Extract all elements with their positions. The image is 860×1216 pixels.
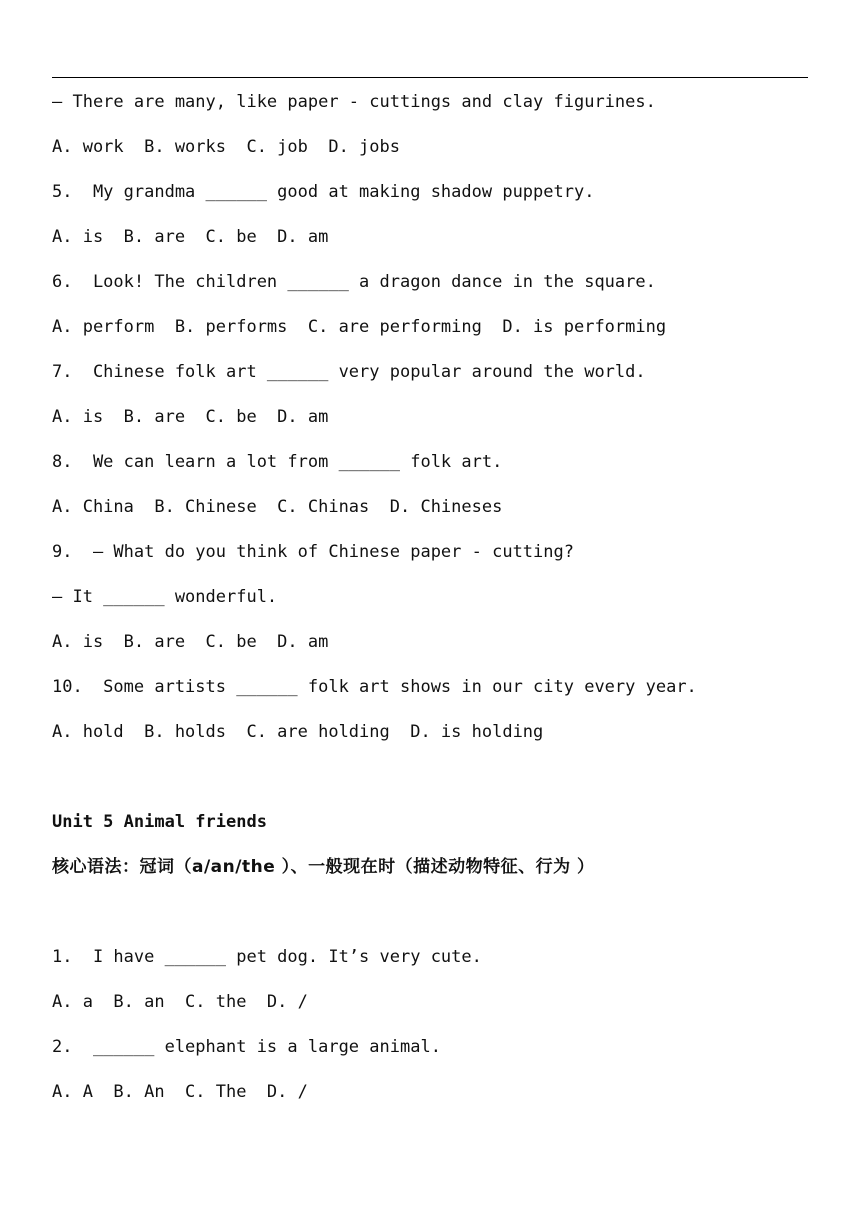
- question-9: 9. — What do you think of Chinese paper - cutting?: [52, 542, 574, 562]
- options-5: A. is B. are C. be D. am: [52, 227, 329, 247]
- options-7: A. is B. are C. be D. am: [52, 407, 329, 427]
- question-7: 7. Chinese folk art ______ very popular around the world.: [52, 362, 646, 382]
- header-rule: [52, 77, 808, 78]
- question-10: 10. Some artists ______ folk art shows in our city every year.: [52, 677, 697, 697]
- unit5-options-1: A. a B. an C. the D. /: [52, 992, 308, 1012]
- unit5-options-2: A. A B. An C. The D. /: [52, 1082, 308, 1102]
- options-6: A. perform B. performs C. are performing D. is performing: [52, 317, 667, 337]
- options-9: A. is B. are C. be D. am: [52, 632, 329, 652]
- options-10: A. hold B. holds C. are holding D. is holding: [52, 722, 544, 742]
- answer-line-9: — It ______ wonderful.: [52, 587, 278, 607]
- options-4: A. work B. works C. job D. jobs: [52, 137, 400, 157]
- question-5: 5. My grandma ______ good at making shadow puppetry.: [52, 182, 595, 202]
- answer-line-4: — There are many, like paper - cuttings and clay figurines.: [52, 92, 656, 112]
- question-8: 8. We can learn a lot from ______ folk art.: [52, 452, 503, 472]
- grammar-heading: 核心语法：冠词（a/an/the ）、一般现在时（描述动物特征、行为 ）: [52, 857, 595, 877]
- unit5-question-1: 1. I have ______ pet dog. It’s very cute.: [52, 947, 482, 967]
- question-6: 6. Look! The children ______ a dragon dance in the square.: [52, 272, 656, 292]
- unit5-question-2: 2. ______ elephant is a large animal.: [52, 1037, 441, 1057]
- options-8: A. China B. Chinese C. Chinas D. Chineses: [52, 497, 503, 517]
- unit-title: Unit 5 Animal friends: [52, 812, 267, 832]
